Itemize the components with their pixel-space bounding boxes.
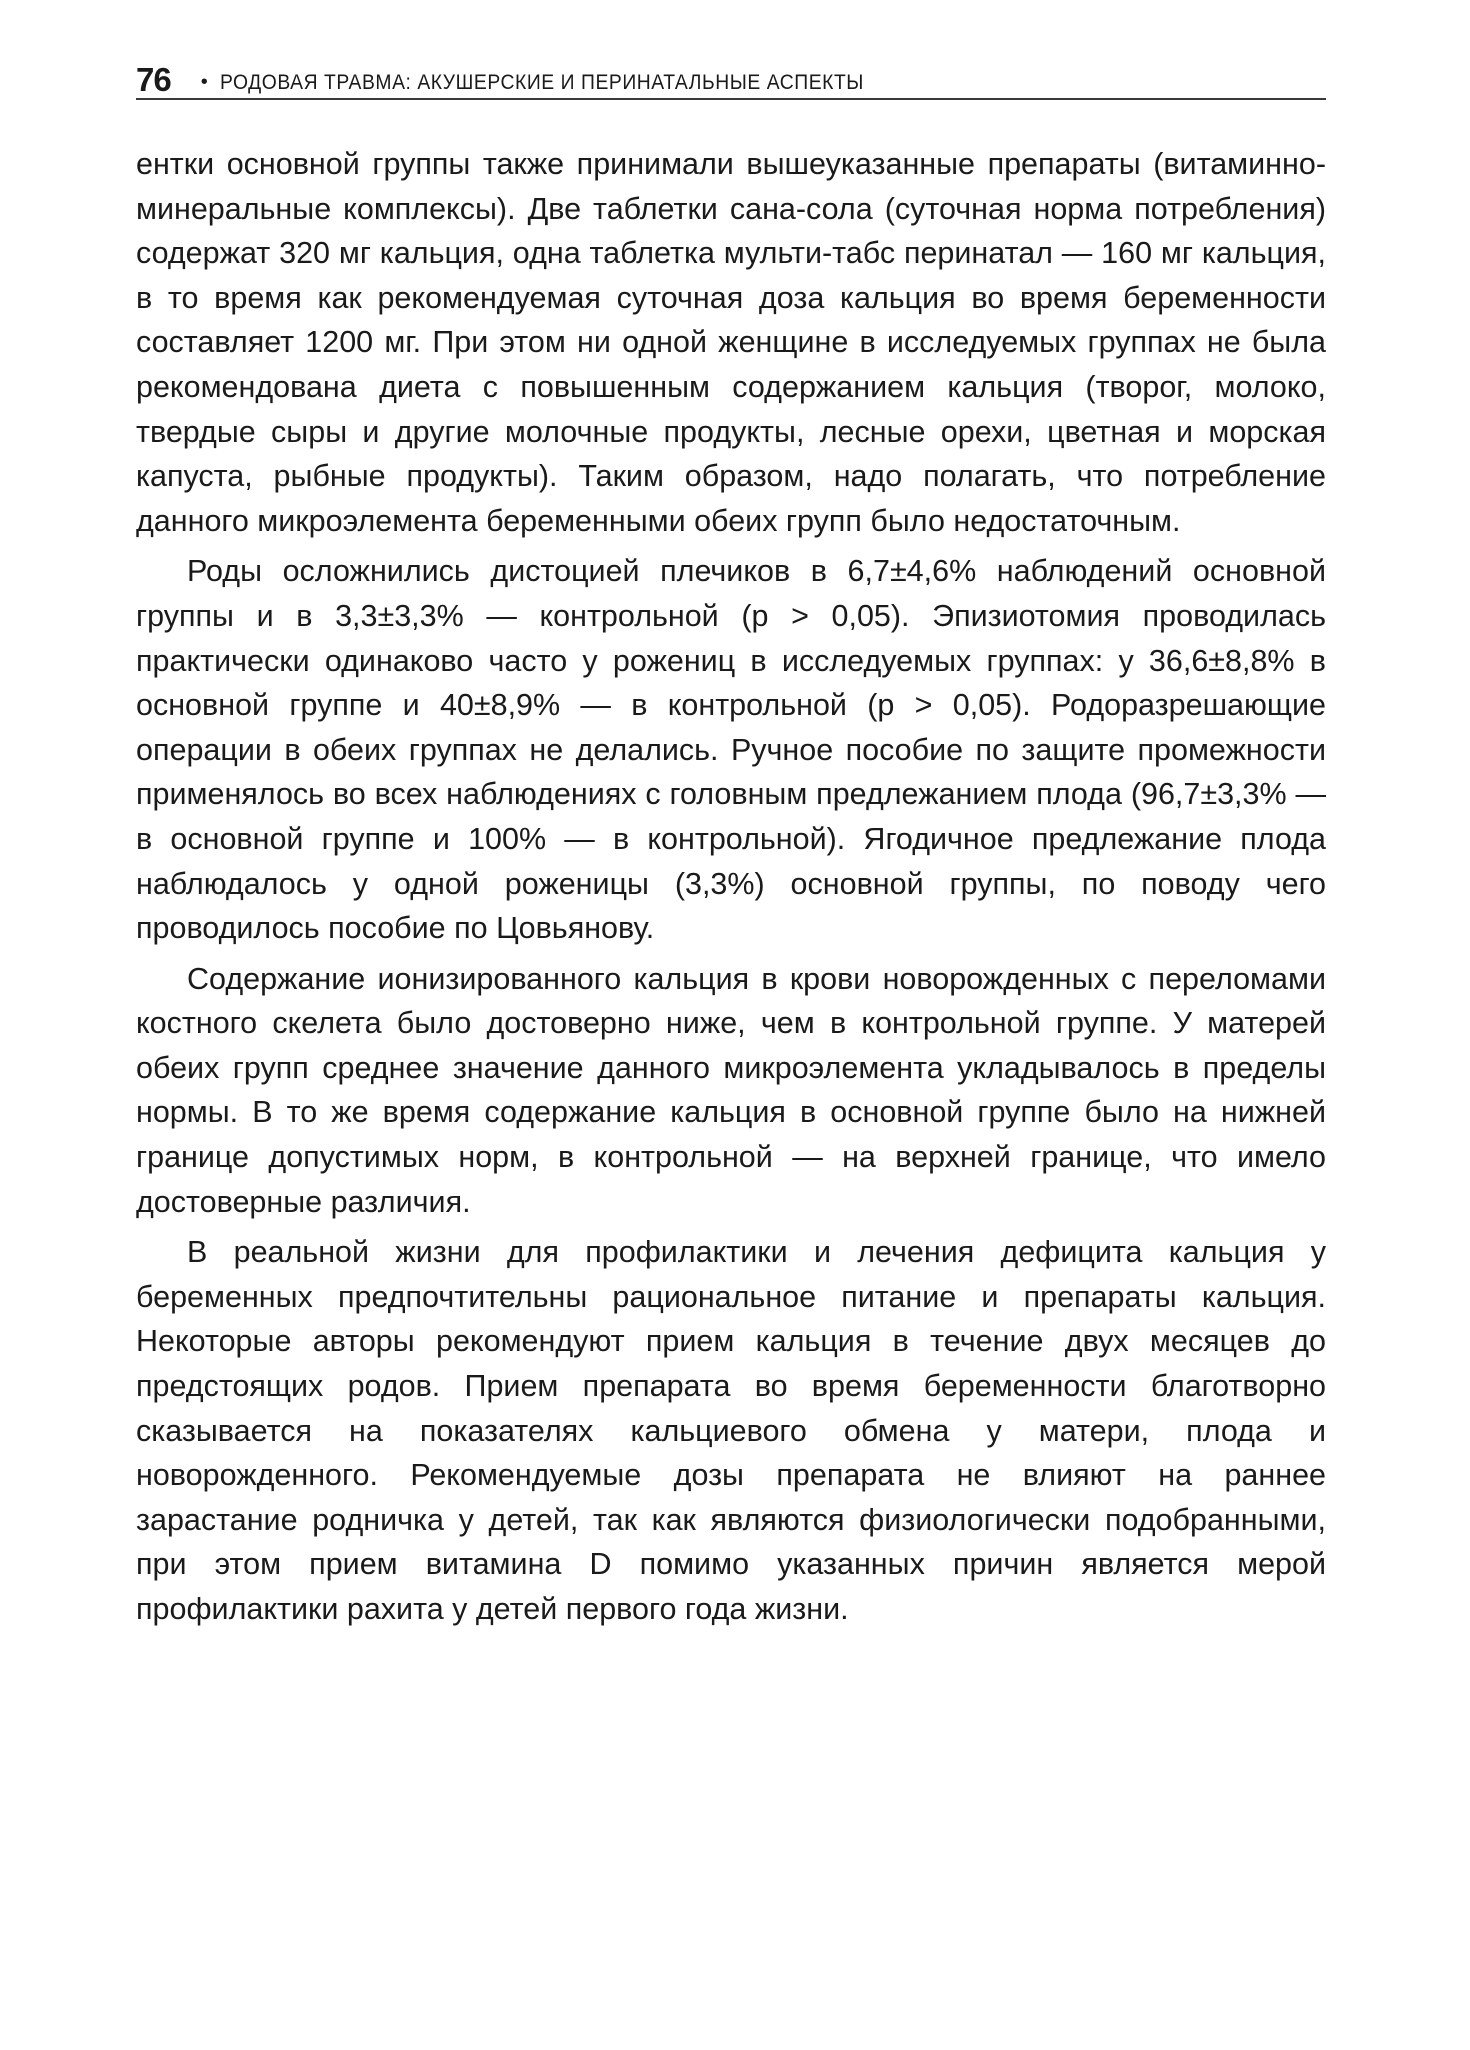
running-header-title: РОДОВАЯ ТРАВМА: АКУШЕРСКИЕ И ПЕРИНАТАЛЬНЫЕ АСПЕКТЫ <box>219 70 864 94</box>
header-divider <box>136 98 1326 100</box>
paragraph-prophylaxis: В реальной жизни для профилактики и лечения дефицита кальция у беременных предпочтительны рациональное питание и препараты кальция. Некоторые авторы рекомендуют прием кальция в течение двух месяцев до предстоящих родов. Прием препарата во время беременности благотворно сказывается на показателях кальциевого обмена у матери, плода и новорожденного. Рекомендуемые дозы препарата не влияют на раннее зарастание родничка у детей, так как являются физиологически подобранными, при этом прием витамина D помимо указанных причин является мерой профилактики рахита у детей первого года жизни. <box>136 1235 1326 1626</box>
running-header <box>136 52 1326 96</box>
paragraph-ionized-calcium: Содержание ионизированного кальция в крови новорожденных с переломами костного скелета было достоверно ниже, чем в контрольной группе. У матерей обеих групп среднее значение данного микроэлемента укладывалось в пределы нормы. В то же время содержание кальция в основной группе было на нижней границе допустимых норм, в контрольной — на верхней границе, что имело достоверные различия. <box>136 961 1326 1219</box>
page-number: 76 <box>136 61 171 98</box>
paragraph-delivery-complications: Роды осложнились дистоцией плечиков в 6,7±4,6% наблюдений основной группы и в 3,3±3,3% — контрольной (p > 0,05). Эпизиотомия проводилась практически одинаково часто у рожениц в исследуемых группах: у 36,6±8,8% в основной группе и 40±8,9% — в контрольной (p > 0,05). Родоразрешающие операции в обеих группах не делались. Ручное пособие по защите промежности применялось во всех наблюдениях с головным предлежанием плода (96,7±3,3% — в основной группе и 100% — в контрольной). Ягодичное предлежание плода наблюдалось у одной роженицы (3,3%) основной группы, по поводу чего проводилось пособие по Цовьянову. <box>136 554 1326 946</box>
header-bullet: • <box>200 71 208 93</box>
paragraph-calcium-intake: ентки основной группы также принимали вышеуказанные препараты (витаминно-минеральные комплексы). Две таблетки сана-сола (суточная норма потребления) содержат 320 мг кальция, одна таблетка мульти-табс перинатал — 160 мг кальция, в то время как рекомендуемая суточная доза кальция во время беременности составляет 1200 мг. При этом ни одной женщине в исследуемых группах не была рекомендована диета с повышенным содержанием кальция (творог, молоко, твердые сыры и другие молочные продукты, лесные орехи, цветная и морская капуста, рыбные продукты). Таким образом, надо полагать, что потребление данного микроэлемента беременными обеих групп было недостаточным. <box>136 147 1326 538</box>
body-text <box>136 142 1326 1638</box>
